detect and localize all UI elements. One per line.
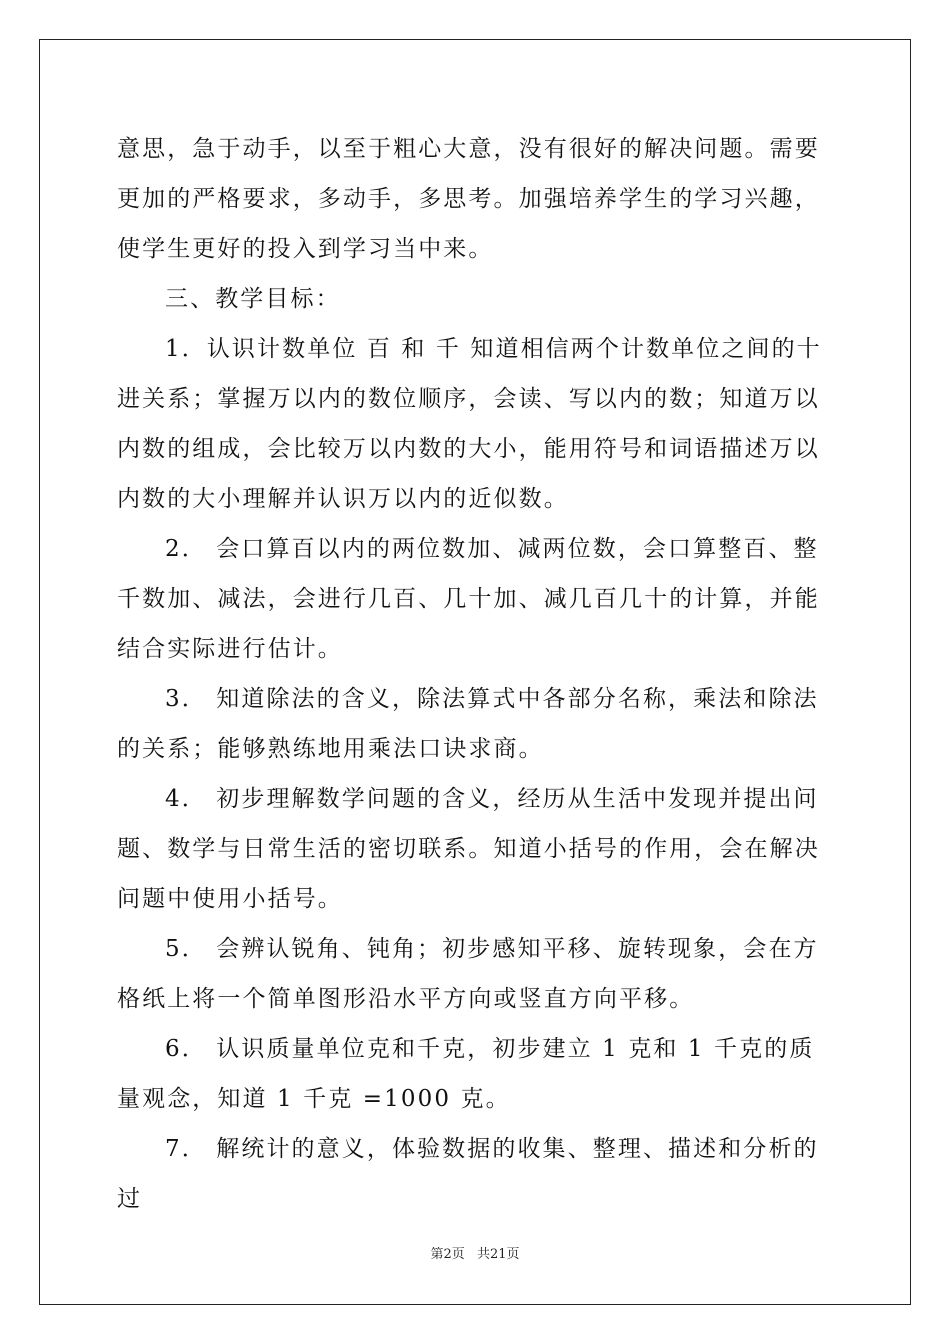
goal-item-7: 7． 解统计的意义，体验数据的收集、整理、描述和分析的过 [117,1136,819,1212]
goal-item-1: 1．认识计数单位 百 和 千 知道相信两个计数单位之间的十进关系；掌握万以内的数位顺序，会读、写以内的数；知道万以内数的组成，会比较万以内数的大小，能用符号和词语描述万以内数的大小理解并认识万以内的近似数。 [117,336,822,512]
page-number: 第2页 [430,1247,465,1262]
total-pages: 共21页 [476,1247,520,1262]
page-footer [0,1243,950,1262]
goal-item-5: 5． 会辨认锐角、钝角；初步感知平移、旋转现象，会在方格纸上将一个简单图形沿水平方向或竖直方向平移。 [117,936,819,1012]
goal-item-3: 3． 知道除法的含义，除法算式中各部分名称，乘法和除法的关系；能够熟练地用乘法口诀求商。 [117,686,819,762]
paragraph-continuation: 意思，急于动手，以至于粗心大意，没有很好的解决问题。需要更加的严格要求，多动手，多思考。加强培养学生的学习兴趣，使学生更好的投入到学习当中来。 [117,136,820,262]
goal-item-6: 6． 认识质量单位克和千克，初步建立 1 克和 1 千克的质量观念，知道 1 千克 =1000 克。 [117,1036,815,1112]
document-body [117,124,833,1224]
goal-item-4: 4． 初步理解数学问题的含义，经历从生活中发现并提出问题、数学与日常生活的密切联系。知道小括号的作用，会在解决问题中使用小括号。 [117,786,820,912]
section-heading-teaching-goals: 三、教学目标： [165,286,341,312]
goal-item-2: 2． 会口算百以内的两位数加、减两位数，会口算整百、整千数加、减法，会进行几百、几十加、减几百几十的计算，并能结合实际进行估计。 [117,536,820,662]
